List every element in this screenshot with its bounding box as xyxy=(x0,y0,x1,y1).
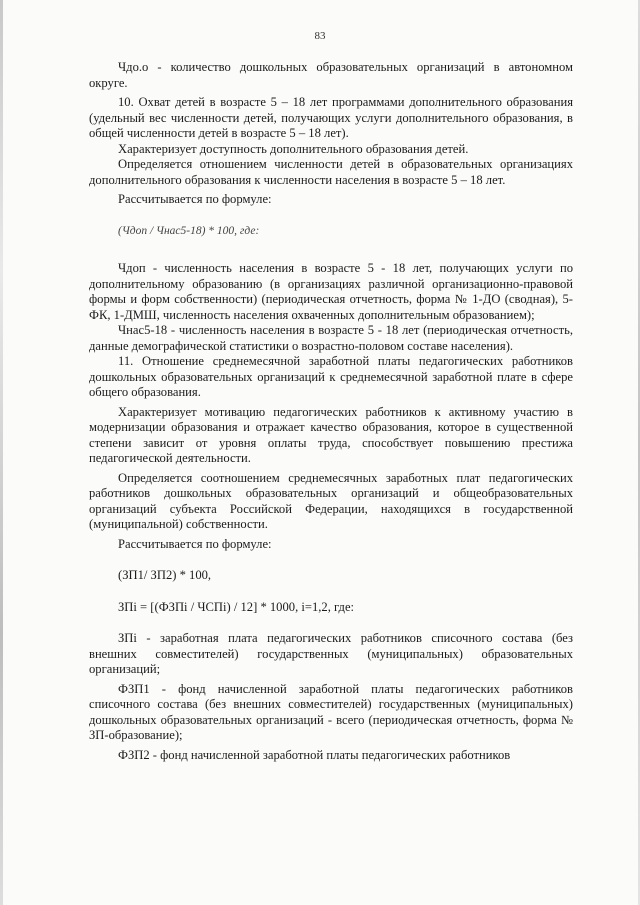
paragraph-formula-intro: Рассчитывается по формуле: xyxy=(118,192,272,206)
paragraph-fzp2-definition: ФЗП2 - фонд начисленной заработной платы педагогических работников xyxy=(118,747,511,762)
page-number: 83 xyxy=(314,30,326,42)
paragraph-ratio-defined: Определяется соотношением среднемесячных заработных плат педагогических работников дошкольных образовательных организаций и общеобразовательных организаций субъекта Российской Федерации, находящихся в государственной (муниципальной) собственности. xyxy=(89,470,573,531)
formula-salary: ЗПi = [(ФЗПi / ЧСПi) / 12] * 1000, i=1,2, где: xyxy=(118,599,355,614)
paragraph-chnas-definition: Чнас5-18 - численность населения в возрасте 5 - 18 лет (периодическая отчетность, данные демографической статистики о возрастно-половом составе населения). xyxy=(89,323,573,353)
formula-ratio: (ЗП1/ ЗП2) * 100, xyxy=(118,568,212,582)
paragraph-chdop-definition: Чдоп - численность населения в возрасте 5 - 18 лет, получающих услуги по дополнительному образованию (в организациях различной организационно-правовой формы и форм собственности) (периодическая отчетность, форма № 1-ДО (сводная), 5-ФК, 1-ДМШ, численность населения охваченных дополнительным образованием); xyxy=(89,261,573,322)
paragraph-formula-intro-2: Рассчитывается по формуле: xyxy=(118,536,272,551)
scan-edge-left xyxy=(0,0,3,905)
paragraph-defined: Определяется отношением численности детей в образовательных организациях дополнительного образования к численности населения в возрасте 5 – 18 лет. xyxy=(89,157,573,187)
document-body xyxy=(89,60,573,763)
paragraph-motivation: Характеризует мотивацию педагогических работников к активному участию в модернизации образования и отражает качество образования, которое в существенной степени зависит от уровня оплаты труда, способствует повышению престижа педагогической деятельности. xyxy=(89,404,573,465)
paragraph-count-definition: Чдо.о - количество дошкольных образовательных организаций в автономном округе. xyxy=(89,60,573,90)
paragraph-characterizes: Характеризует доступность дополнительного образования детей. xyxy=(118,141,469,156)
paragraph-fzp1-definition: ФЗП1 - фонд начисленной заработной платы педагогических работников списочного состава (без внешних совместителей) государственных (муниципальных) дошкольных образовательных организаций - всего (периодическая отчетность, форма № ЗП-образование); xyxy=(89,681,573,742)
formula-coverage: (Чдоп / Чнас5-18) * 100, где: xyxy=(118,224,260,237)
paragraph-indicator-11: 11. Отношение среднемесячной заработной платы педагогических работников дошкольных образовательных организаций к среднемесячной заработной плате в сфере общего образования. xyxy=(89,354,573,399)
paragraph-zpi-definition: ЗПi - заработная плата педагогических работников списочного состава (без внешних совместителей) государственных (муниципальных) образовательных организаций; xyxy=(89,631,573,676)
paragraph-indicator-10: 10. Охват детей в возрасте 5 – 18 лет программами дополнительного образования (удельный вес численности детей, получающих услуги дополнительного образования, в общей численности детей в возрасте 5 – 18 лет). xyxy=(89,95,573,140)
